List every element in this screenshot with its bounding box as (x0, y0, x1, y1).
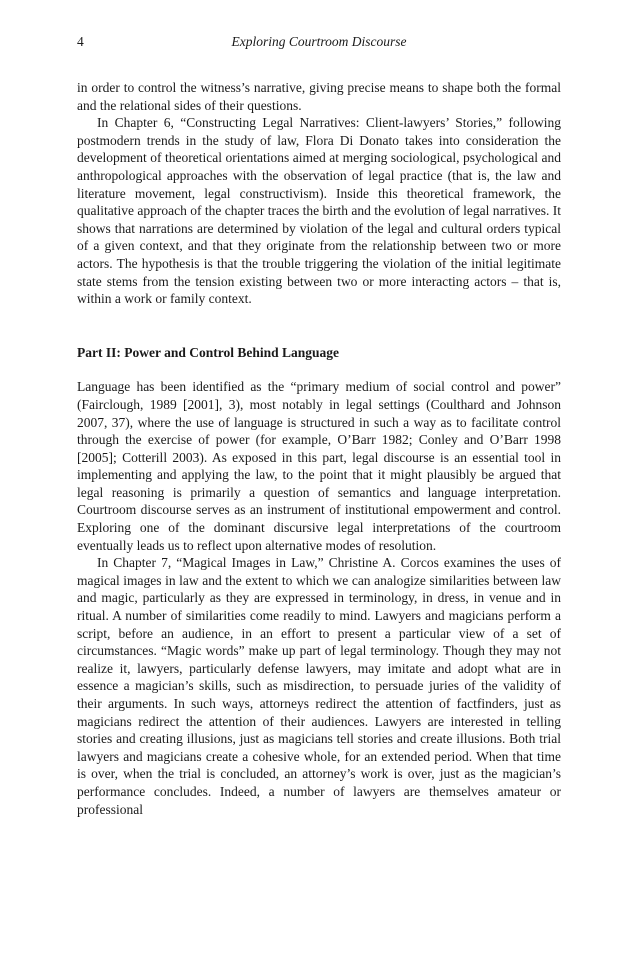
paragraph-3: Language has been identified as the “primary medium of social control and power” (Fairclough, 1989 [2001], 3), most notably in legal settings (Coulthard and Johnson 2007, 37), where the use of language is structured in such a way as to facilitate control through the exercise of power (for example, O’Barr 1982; Conley and O’Barr 1998 [2005]; Cotterill 2003). As exposed in this part, legal discourse is an essential tool in implementing and applying the law, to the point that it might plausibly be argued that legal reasoning is primarily a question of semantics and language interpretation. Courtroom discourse serves as an instrument of institutional empowerment and control. Exploring one of the dominant discursive legal interpretations of the courtroom eventually leads us to reflect upon alternative modes of resolution. (77, 379, 561, 553)
paragraph-1: in order to control the witness’s narrative, giving precise means to shape both the formal and the relational sides of their questions. (77, 80, 561, 113)
page-header (77, 34, 561, 54)
paragraph-2: In Chapter 6, “Constructing Legal Narratives: Client-lawyers’ Stories,” following postmodern trends in the study of law, Flora Di Donato takes into consideration the development of theoretical orientations aimed at merging sociological, psychological and anthropological approaches with the observation of legal practice (that is, the law and literature movement, legal constructivism). Inside this theoretical framework, the qualitative approach of the chapter traces the birth and the evolution of legal narratives. It shows that narrations are determined by violation of the legal and cultural orders typical of a given context, and that they originate from the relationship between two or more actors. The hypothesis is that the trouble triggering the violation of the initial legitimate state stems from the tension existing between two or more interacting actors – that is, within a work or family context. (77, 115, 561, 307)
section-heading: Part II: Power and Control Behind Language (77, 344, 340, 360)
page-body (77, 79, 561, 818)
running-title: Exploring Courtroom Discourse (231, 34, 407, 49)
paragraph-4: In Chapter 7, “Magical Images in Law,” Christine A. Corcos examines the uses of magical images in law and the extent to which we can analogize similarities between law and magic, particularly as they are expressed in terminology, in dress, in venue and in ritual. A number of similarities come readily to mind. Lawyers and magicians perform a script, before an audience, in an effort to present a particular view of a set of circumstances. “Magic words” make up part of legal terminology. Though they may not realize it, lawyers, particularly defense lawyers, may imitate and adopt what are in essence a magician’s skills, such as misdirection, to persuade juries of the validity of their arguments. In such ways, attorneys redirect the attention of factfinders, just as magicians redirect the attention of their audiences. Lawyers are interested in telling stories and creating illusions, just as magicians tell stories and create illusions. Both trial lawyers and magicians create a cohesive whole, for an extended period. When that time is over, when the trial is concluded, an attorney’s work is over, just as the magician’s performance concludes. Indeed, a number of lawyers are themselves amateur or professional (77, 555, 561, 817)
page-number: 4 (77, 34, 84, 49)
